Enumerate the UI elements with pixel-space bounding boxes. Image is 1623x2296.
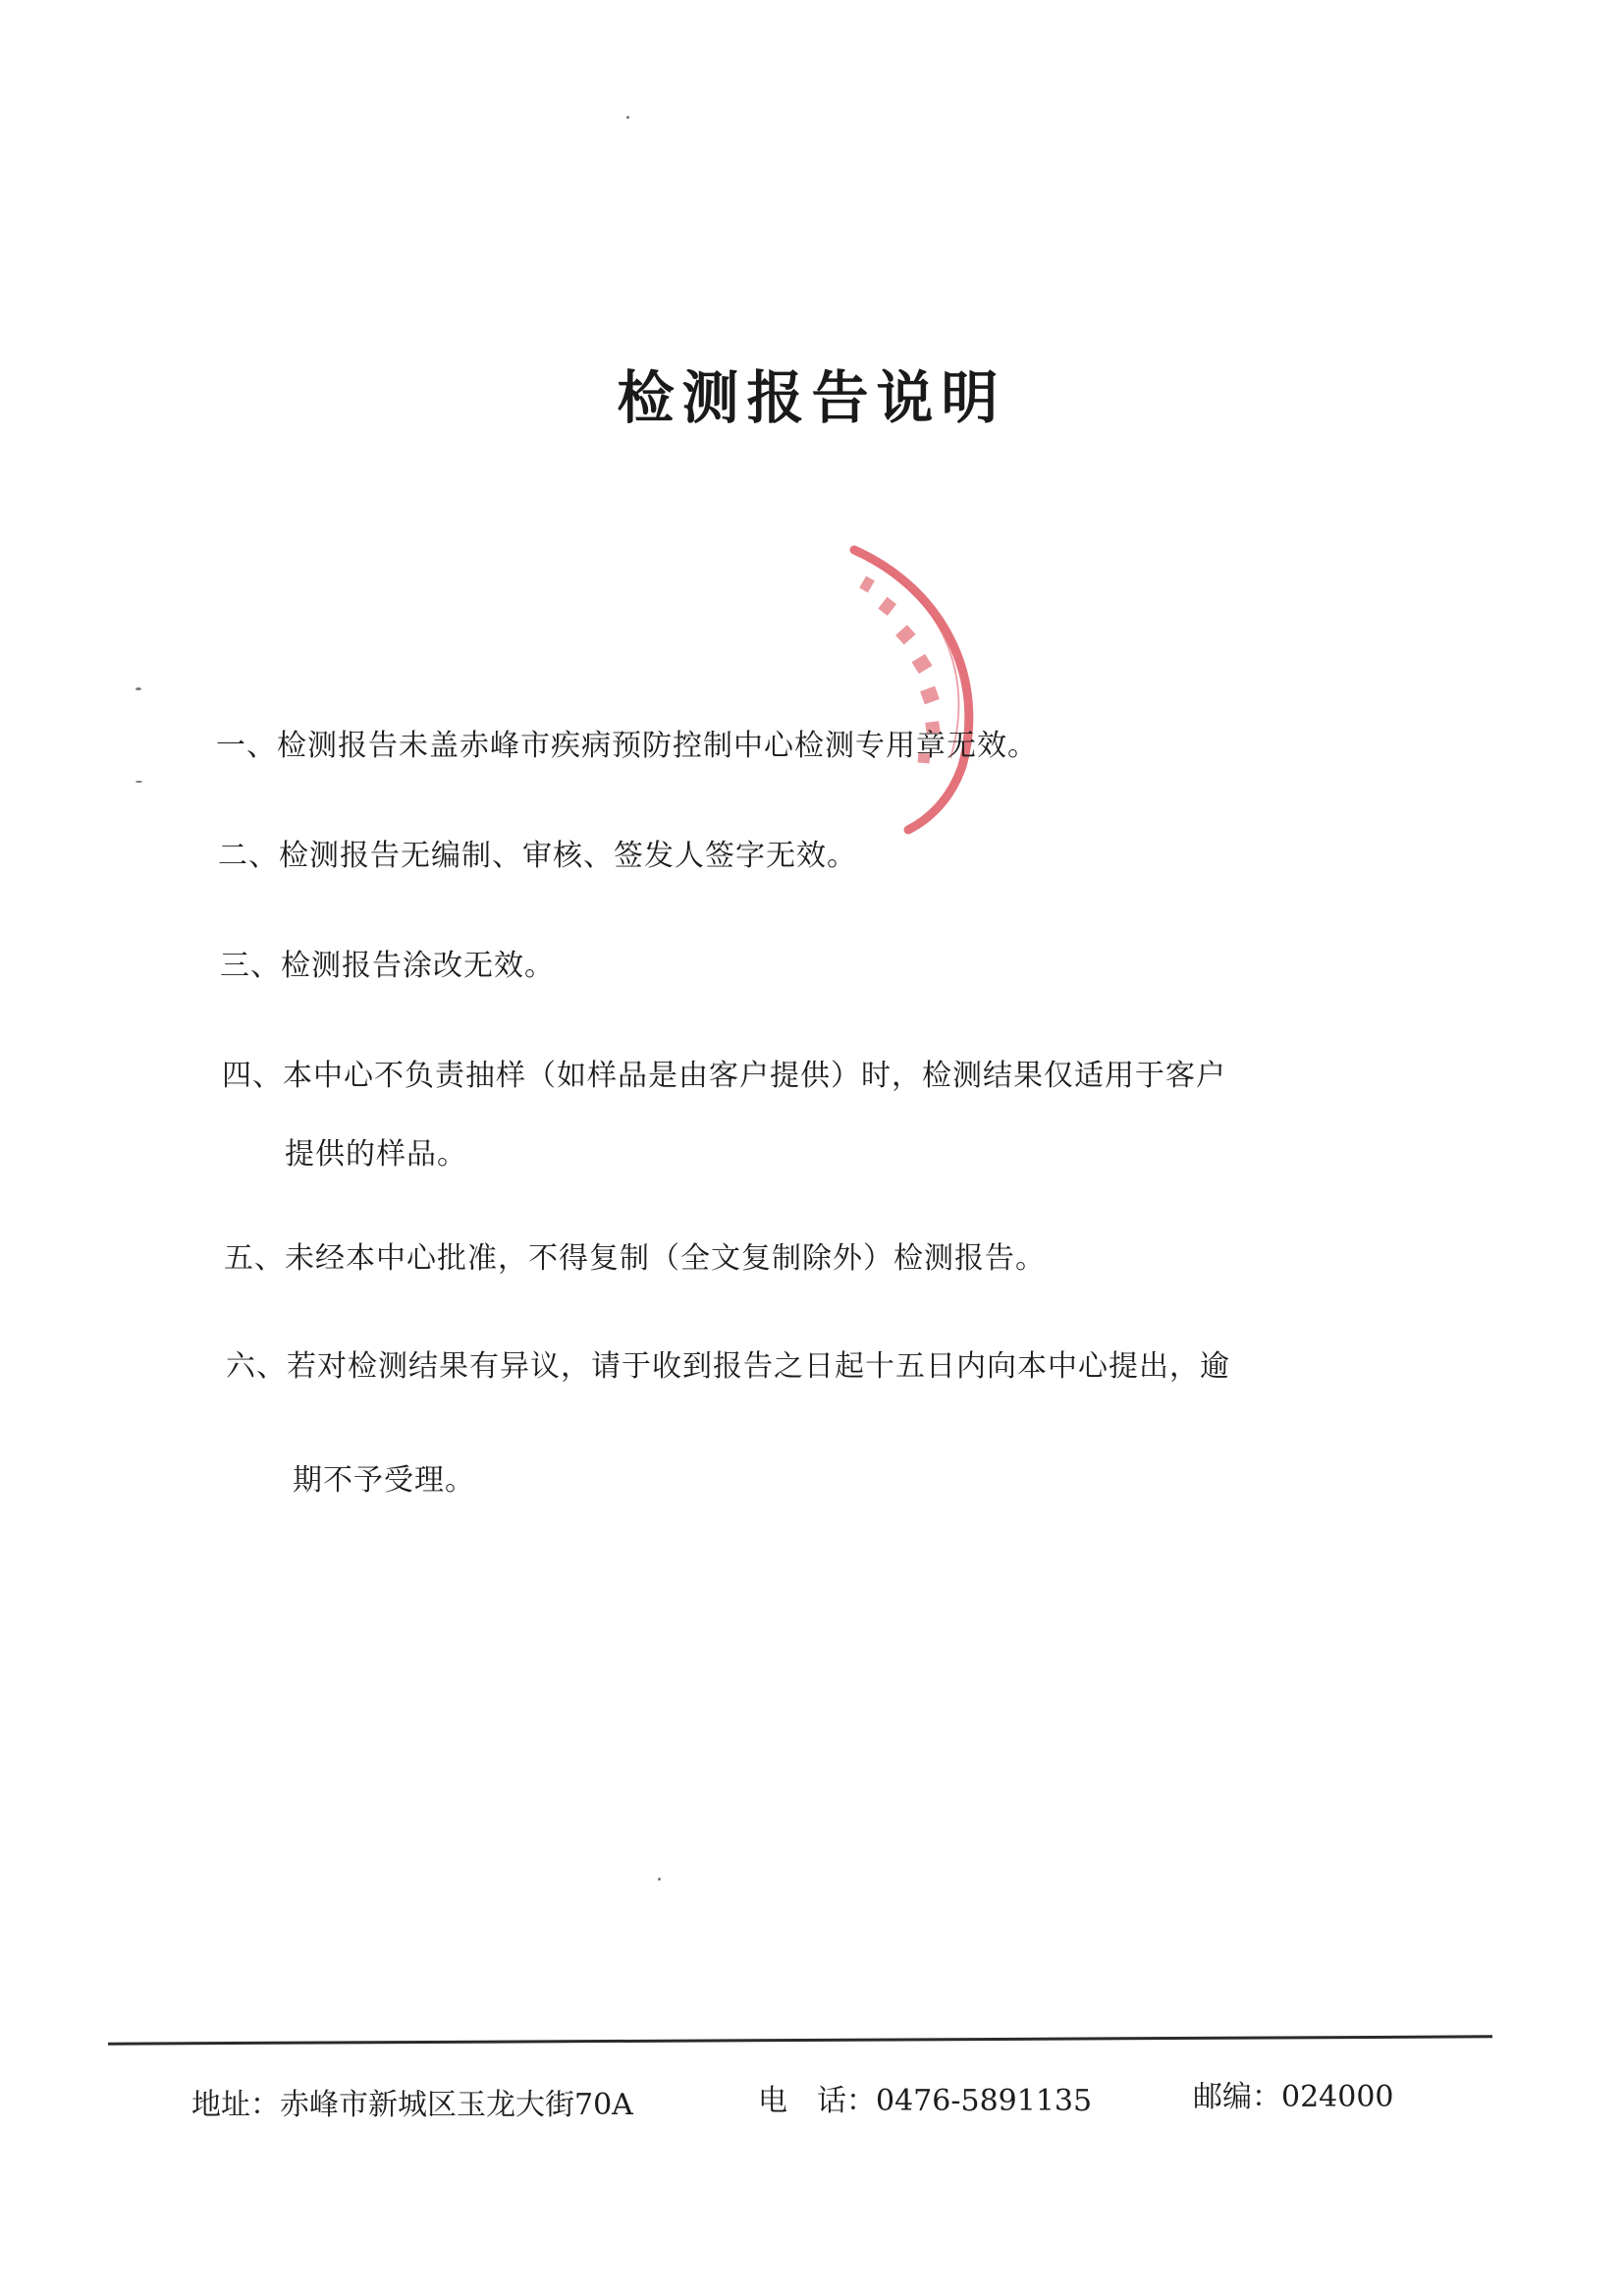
clause-4 [222,1059,1226,1094]
clause-4-continuation: 提供的样品。 [285,1137,467,1172]
clause-text: 检测报告涂改无效。 [281,949,555,983]
official-seal-stamp [825,530,992,835]
footer-address: 地址：赤峰市新城区玉龙大街70A [191,2088,633,2122]
scan-speck [626,116,629,119]
scan-speck [135,687,141,690]
clause-text: 未经本中心批准，不得复制（全文复制除外）检测报告。 [285,1241,1046,1276]
clause-number: 五、 [224,1241,285,1276]
clause-2 [218,839,857,874]
clause-number: 四、 [222,1059,283,1093]
footer-phone: 电 话：0476-5891135 [758,2084,1093,2118]
page-title: 检测报告说明 [617,364,1006,431]
clause-5 [224,1241,1046,1277]
clause-text: 检测报告未盖赤峰市疾病预防控制中心检测专用章无效。 [277,729,1038,763]
clause-text: 若对检测结果有异议，请于收到报告之日起十五日内向本中心提出，逾 [287,1349,1230,1384]
clause-3 [220,949,555,984]
footer-postcode: 邮编：024000 [1193,2080,1394,2114]
clause-text: 本中心不负责抽样（如样品是由客户提供）时，检测结果仅适用于客户 [283,1059,1226,1093]
clause-1 [216,729,1038,764]
clause-number: 三、 [220,949,281,983]
clause-number: 一、 [216,729,277,763]
clause-text: 检测报告无编制、审核、签发人签字无效。 [279,839,857,873]
scan-speck [135,781,142,783]
footer-divider [108,2035,1492,2045]
clause-6 [226,1349,1230,1385]
clause-number: 六、 [226,1349,287,1384]
clause-6-continuation: 期不予受理。 [293,1463,475,1498]
clause-number: 二、 [218,839,279,873]
scan-speck [658,1878,661,1881]
